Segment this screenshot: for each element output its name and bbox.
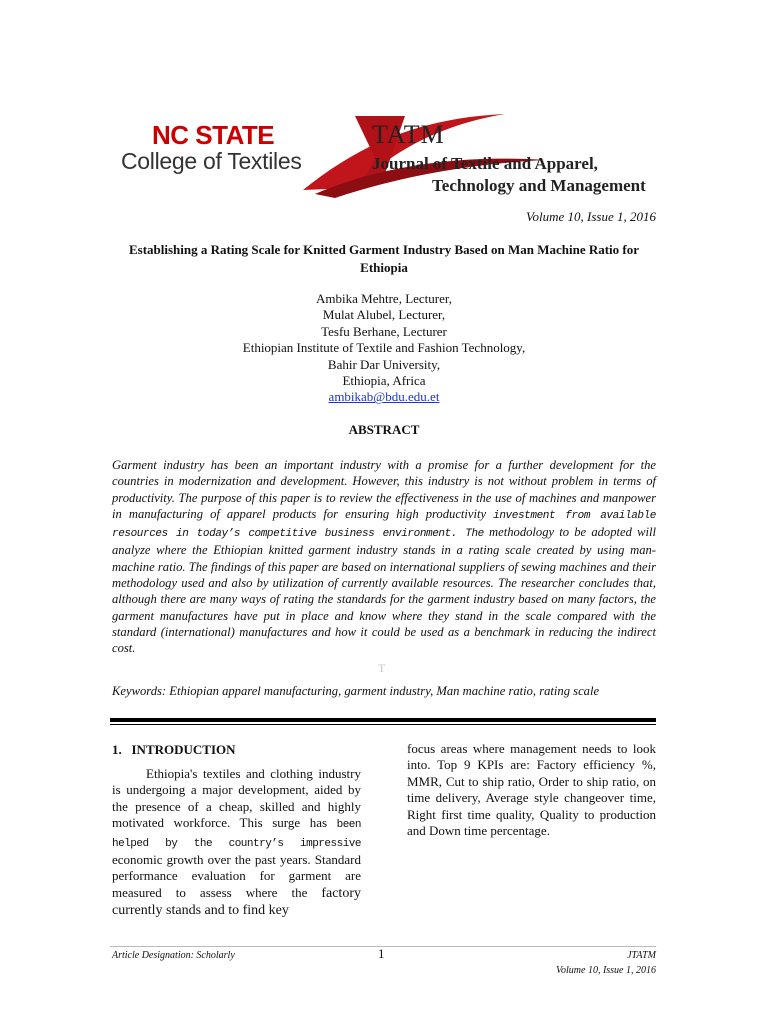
- volume-issue: Volume 10, Issue 1, 2016: [526, 209, 656, 224]
- watermark-letter: T: [378, 661, 386, 675]
- paper-title-line-2: Ethiopia: [360, 260, 408, 275]
- keywords: Keywords: Ethiopian apparel manufacturing, garment industry, Man machine ratio, rating scale: [112, 684, 600, 698]
- affiliation-line: Bahir Dar University,: [327, 356, 441, 372]
- author-block: [110, 291, 658, 406]
- footer-article-designation: Article Designation: Scholarly: [112, 950, 235, 961]
- jtatm-name-line-1: Journal of Textile and Apparel,: [372, 154, 598, 173]
- paper-title: [110, 241, 658, 277]
- intro-text-part-2: been helped by the country’s impressive: [112, 819, 361, 850]
- section-divider-thick: [110, 718, 656, 722]
- abstract-heading: ABSTRACT: [348, 422, 420, 437]
- abstract-part-2: investment from available resources in today’s competitive business environment. The: [112, 509, 657, 541]
- affiliation-line: Ethiopian Institute of Textile and Fashion Technology,: [242, 340, 526, 356]
- section-heading-introduction: 1. INTRODUCTION: [112, 742, 236, 757]
- abstract-text: [112, 457, 656, 657]
- intro-right-column: focus areas where management needs to look into. Top 9 KPIs are: Factory efficiency %, MMR, Cut to ship ratio, Order to ship ratio, on time delivery, Average style changeover time, Right first time quality, Quality to production and Down time percentage.: [407, 741, 656, 839]
- section-divider-thin: [110, 724, 656, 725]
- college-of-textiles-text: College of Textiles: [121, 148, 302, 174]
- intro-left-column: [112, 766, 361, 920]
- nc-state-logo-text: NC STATE: [152, 120, 275, 150]
- footer-page-number: 1: [378, 946, 385, 961]
- footer-volume: Volume 10, Issue 1, 2016: [556, 965, 656, 976]
- intro-text-part-4: factory currently stands and to find key: [112, 885, 361, 919]
- author-line: Ambika Mehtre, Lecturer,: [316, 291, 452, 306]
- footer-journal: JTATM: [627, 950, 656, 961]
- abstract-part-1: Garment industry has been an important industry with a promise for a further development for the countries in modernization and development. However, this industry is not without problem in terms of productivity. The purpose of this paper is to review the effectiveness in the use of machines and manpower in manufacturing of apparel products for ensuring high productivity: [112, 458, 656, 521]
- intro-text-part-3: economic growth over the past years. Standard performance evaluation for garment are measured to assess where the: [112, 852, 361, 900]
- paper-title-line-1: Establishing a Rating Scale for Knitted Garment Industry Based on Man Machine Ratio for: [128, 242, 640, 257]
- abstract-part-3: methodology to be adopted will analyze where the Ethiopian knitted garment industry stands in a rating scale created by using man-machine ratio. The findings of this paper are based on international suppliers of sewing machines and their methodology used and also by utilization of currently available resources. The researcher concludes that, although there are many ways of rating the standards for the garment industry based on many factors, the garment manufactures have put in place and know where they stand in the scale compared with the standard (international) manufactures and how it could be used as a benchmark in reducing the indirect cost.: [112, 525, 656, 656]
- author-line: Mulat Alubel, Lecturer,: [322, 307, 446, 323]
- author-line: Tesfu Berhane, Lecturer: [321, 323, 447, 339]
- intro-text-part-1: Ethiopia's textiles and clothing industry is undergoing a major development, aided by the presence of a cheap, skilled and highly motivated workforce. This surge has: [112, 766, 361, 831]
- affiliation-line: Ethiopia, Africa: [342, 373, 426, 389]
- jtatm-wordmark: TATM: [372, 120, 445, 149]
- author-email-link[interactable]: ambikab@bdu.edu.et: [328, 389, 440, 405]
- jtatm-name-line-2: Technology and Management: [432, 176, 646, 195]
